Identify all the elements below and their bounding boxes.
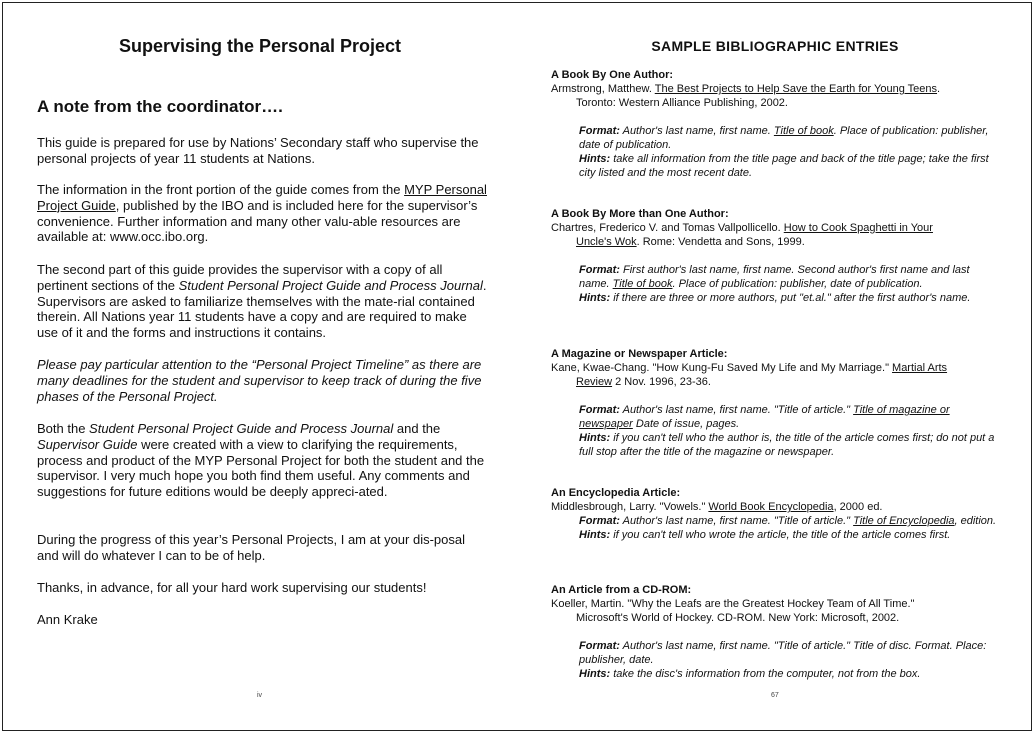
entry-magazine-article — [551, 347, 1001, 459]
citation: Armstrong, Matthew. The Best Projects to Help Save the Earth for Young Teens. — [551, 83, 941, 95]
entry-heading: A Book By One Author: — [551, 69, 674, 81]
paragraph-3: The second part of this guide provides the supervisor with a copy of all pertinent sections of the Student Personal Project Guide and Process Journal. Supervisors are asked to familiarize themselves with the mate-rial contained therein. All Nations year 11 students have a copy and are required to make use of it and the forms and instructions it contains. — [37, 262, 487, 341]
hints-line: Hints: if there are three or more authors, put "et.al." after the first author's name. — [579, 292, 971, 304]
format-line: Format: First author's last name, first name. Second author's first name and last name. Title of book. Place of publication: publisher, date of publication. — [579, 264, 970, 290]
citation: Chartres, Frederico V. and Tomas Vallpollicello. How to Cook Spaghetti in Your — [551, 222, 933, 234]
hints-line: Hints: take all information from the title page and back of the title page; take the first city listed and the most recent date. — [579, 153, 989, 179]
paragraph-5: Both the Student Personal Project Guide and Process Journal and the Supervisor Guide were created with a view to clarifying the requirements, process and product of the MYP Personal Project for both the student and the supervisor. I very much hope you both find them useful. Any comments and suggestions for future editions would be deeply appreci-ated. — [37, 421, 485, 500]
myp-guide-title: MYP Personal Project Guide — [37, 182, 487, 213]
entry-encyclopedia-article — [551, 486, 1001, 542]
paragraph-2: The information in the front portion of the guide comes from the MYP Personal Project Guide, published by the IBO and is included here for the supervisor’s convenience. Further information and many other valu-able resources are available at: www.occ.ibo.org. — [37, 182, 487, 245]
citation: Middlesbrough, Larry. "Vowels." World Book Encyclopedia, 2000 ed. — [551, 501, 883, 513]
entry-heading: An Article from a CD-ROM: — [551, 584, 692, 596]
right-page-number: 67 — [771, 692, 779, 699]
left-page-title: Supervising the Personal Project — [118, 36, 402, 56]
format-line: Format: Author's last name, first name. "Title of article." Title of disc. Format. Place: publisher, date. — [579, 640, 987, 666]
citation-continued: Microsoft's World of Hockey. CD-ROM. New York: Microsoft, 2002. — [576, 612, 900, 624]
paragraph-7: Thanks, in advance, for all your hard work supervising our students! — [37, 580, 427, 595]
hints-line: Hints: if you can't tell who wrote the article, the title of the article comes first. — [579, 529, 951, 541]
citation: Kane, Kwae-Chang. "How Kung-Fu Saved My Life and My Marriage." Martial Arts — [551, 362, 948, 374]
hints-line: Hints: if you can't tell who the author is, the title of the article comes first; do not put a full stop after the title of the magazine or newspaper. — [579, 432, 995, 458]
format-line: Format: Author's last name, first name. Title of book. Place of publication: publisher, date of publication. — [579, 125, 989, 151]
entry-book-multiple-authors — [551, 207, 1001, 305]
entry-heading: A Book By More than One Author: — [551, 208, 729, 220]
entry-cd-rom-article — [551, 583, 1001, 681]
entry-heading: An Encyclopedia Article: — [551, 487, 681, 499]
note-heading: A note from the coordinator…. — [37, 97, 283, 116]
paragraph-4: Please pay particular attention to the “Personal Project Timeline” as there are many deadlines for the student and supervisor to keep track of during the five phases of the Personal Project. — [37, 357, 482, 404]
citation-continued: Review 2 Nov. 1996, 23-36. — [576, 376, 711, 388]
hints-line: Hints: take the disc's information from the computer, not from the box. — [579, 668, 921, 680]
entry-book-one-author — [551, 68, 1001, 180]
paragraph-1: This guide is prepared for use by Nations’ Secondary staff who supervise the personal projects of year 11 students at Nations. — [37, 135, 479, 166]
format-line: Format: Author's last name, first name. "Title of article." Title of magazine or newspaper Date of issue, pages. — [579, 404, 950, 430]
right-page-title: SAMPLE BIBLIOGRAPHIC ENTRIES — [651, 38, 899, 54]
entry-heading: A Magazine or Newspaper Article: — [551, 348, 728, 360]
citation-continued: Toronto: Western Alliance Publishing, 2002. — [576, 97, 788, 109]
citation-continued: Uncle's Wok. Rome: Vendetta and Sons, 1999. — [576, 236, 805, 248]
signature: Ann Krake — [37, 612, 98, 627]
left-page-number: iv — [257, 692, 263, 699]
format-line: Format: Author's last name, first name. "Title of article." Title of Encyclopedia, edition. — [579, 515, 997, 527]
citation: Koeller, Martin. "Why the Leafs are the Greatest Hockey Team of All Time." — [551, 598, 915, 610]
paragraph-6: During the progress of this year’s Personal Projects, I am at your dis-posal and will do whatever I can to be of help. — [37, 532, 465, 563]
